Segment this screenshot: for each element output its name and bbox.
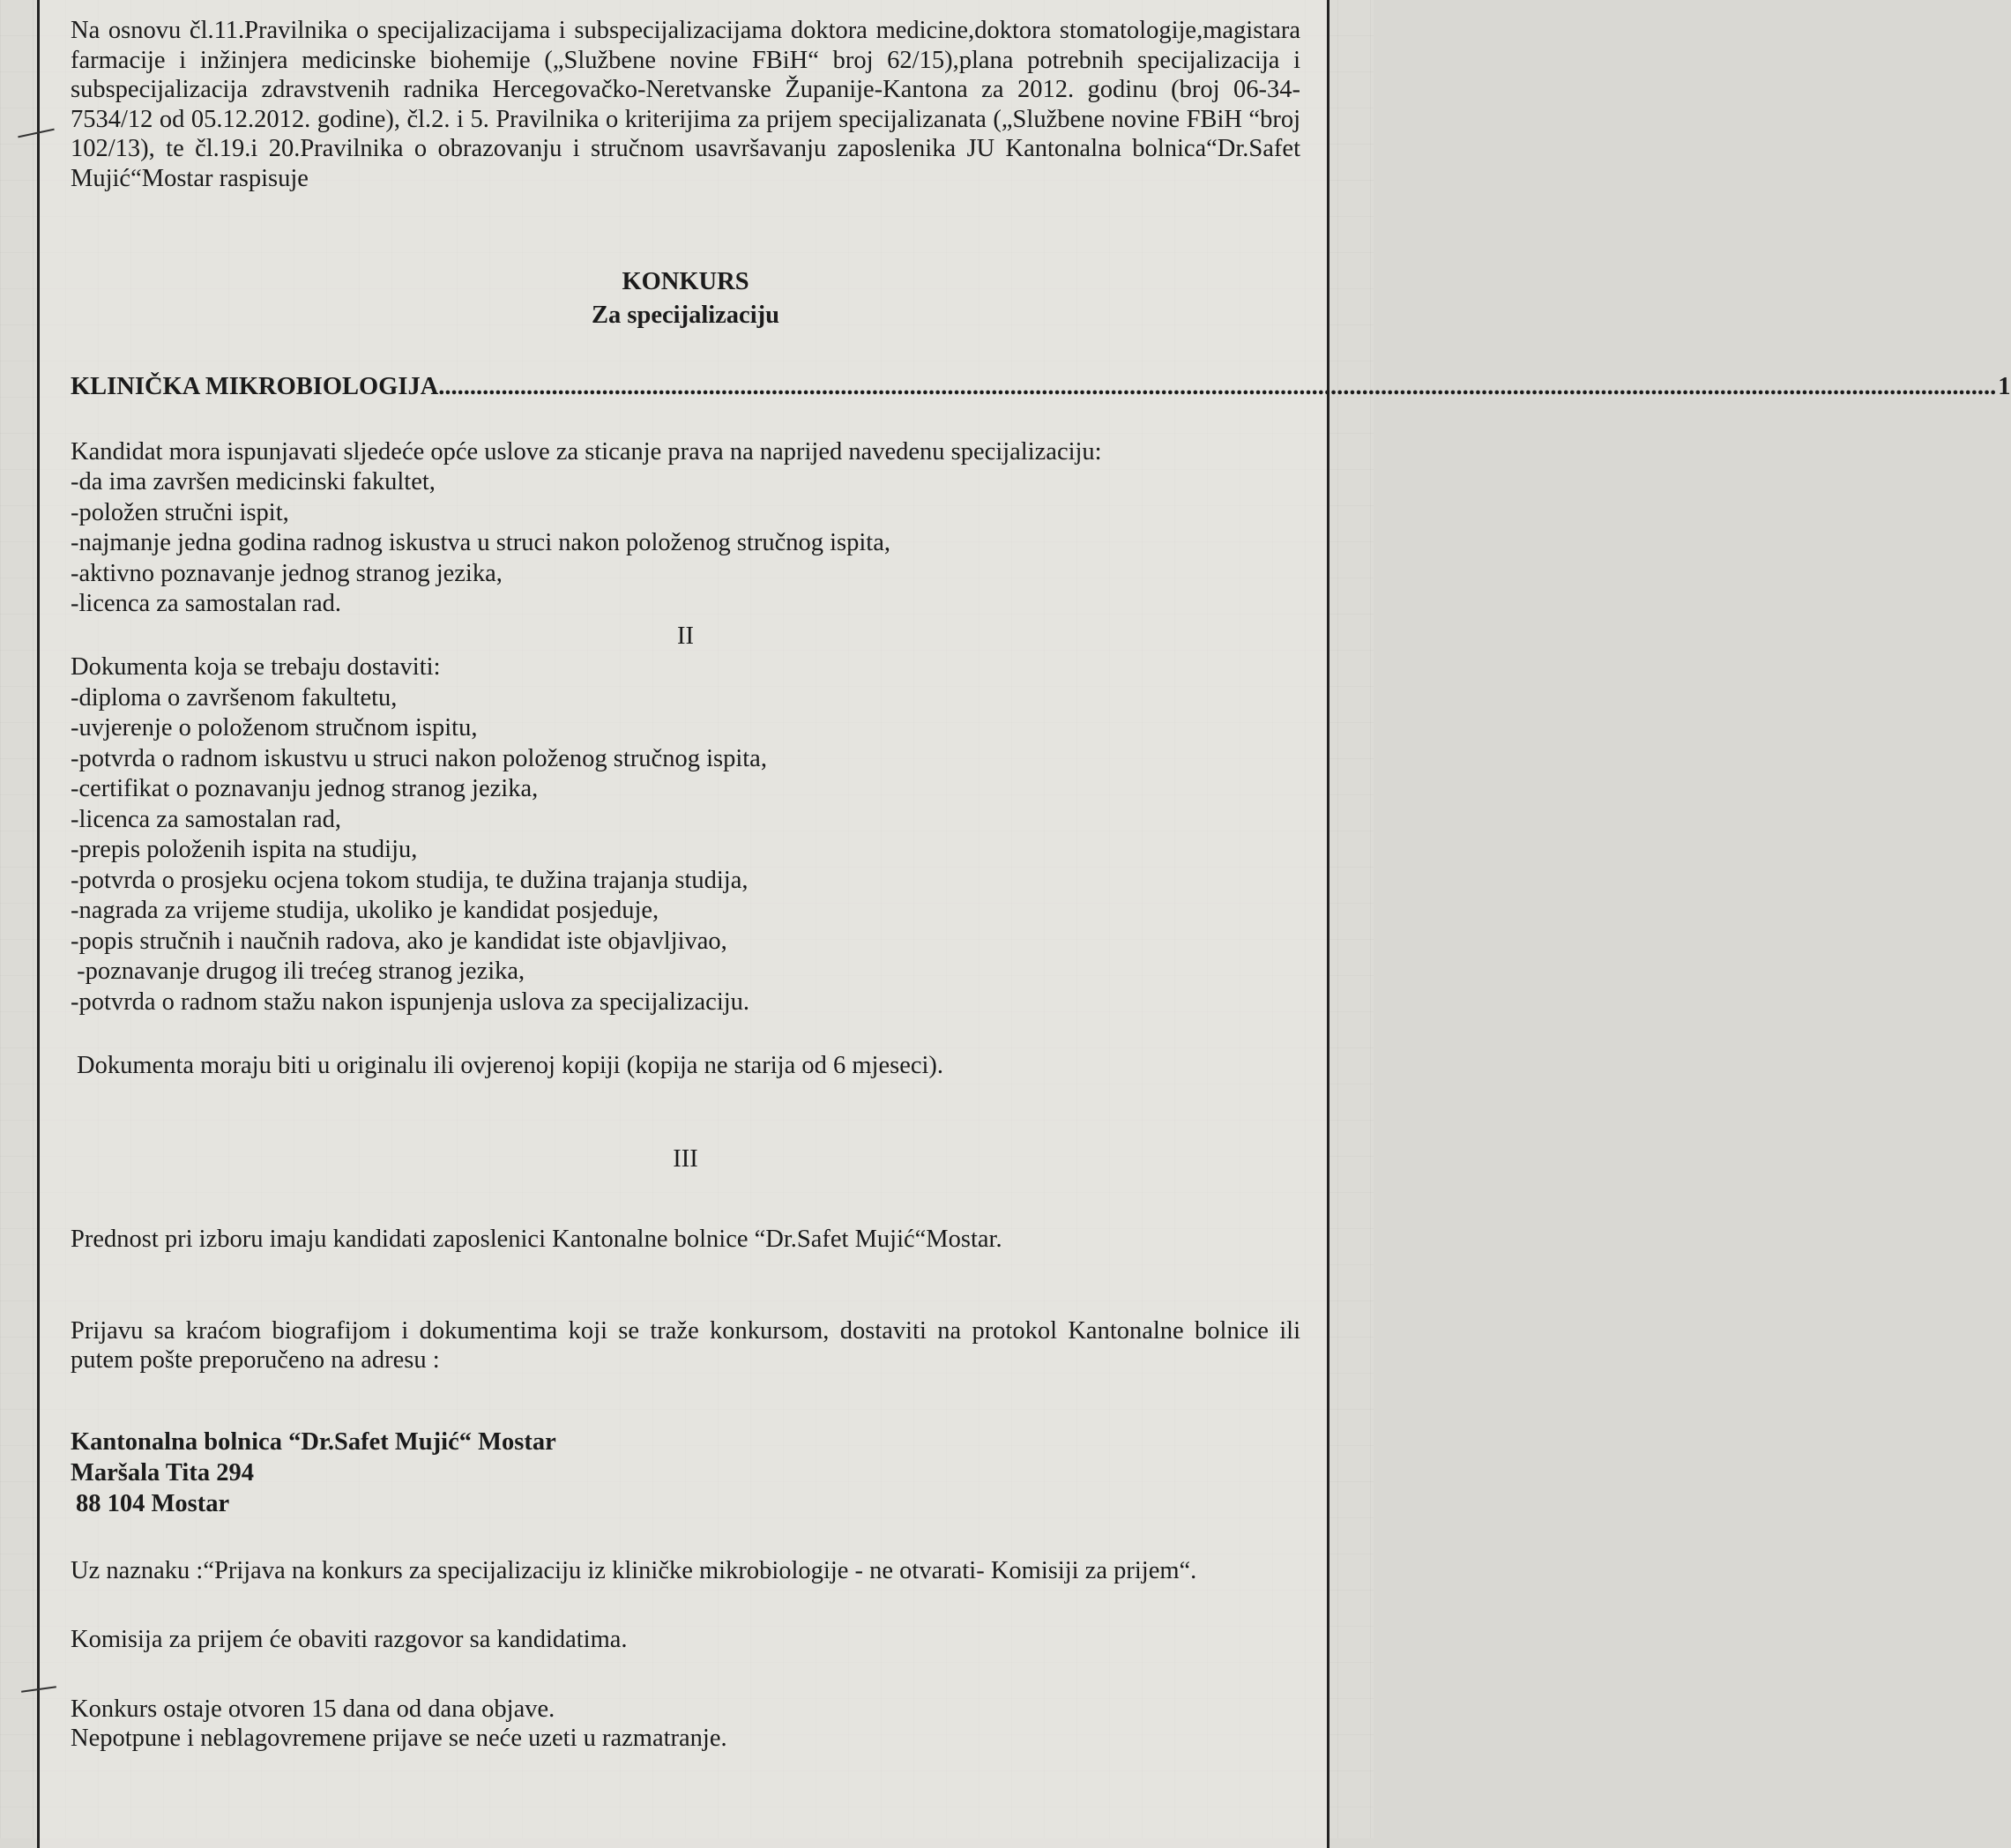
document-title: KONKURS [622, 268, 749, 295]
position-dot-leader: ........................................................................................................................................................................................................................................................ [438, 373, 1997, 400]
condition-item: -aktivno poznavanje jednog stranog jezika, [71, 559, 503, 587]
document-item: -licenca za samostalan rad, [71, 805, 342, 833]
condition-item: -da ima završen medicinski fakultet, [71, 468, 436, 496]
conditions-section [71, 437, 1300, 620]
document-item: -diploma o završenom fakultetu, [71, 683, 398, 712]
address-line-city: 88 104 Mostar [76, 1489, 230, 1517]
document-item: -potvrda o radnom stažu nakon ispunjenja uslova za specijalizaciju. [71, 987, 750, 1016]
condition-item: -licenca za samostalan rad. [71, 590, 342, 617]
condition-item: -najmanje jedna godina radnog iskustva u struci nakon položenog stručnog ispita, [71, 529, 890, 556]
document-item: -potvrda o prosjeku ocjena tokom studija, te dužina trajanja studija, [71, 866, 749, 894]
application-paragraph: Prijavu sa kraćom biografijom i dokumentima koji se traže konkursom, dostaviti na protokol Kantonalne bolnice ili putem pošte preporučeno na adresu : [71, 1316, 1300, 1374]
documents-section [71, 652, 1300, 1017]
document-item: -popis stručnih i naučnih radova, ako je kandidat iste objavljivao, [71, 927, 727, 955]
announcement-document [37, 0, 2011, 1848]
documents-note: Dokumenta moraju biti u originalu ili ovjerenoj kopiji (kopija ne starija od 6 mjeseci). [77, 1052, 944, 1079]
priority-paragraph: Prednost pri izboru imaju kandidati zaposlenici Kantonalne bolnice “Dr.Safet Mujić“Mostar. [71, 1226, 1002, 1253]
address-line-institution: Kantonalna bolnica “Dr.Safet Mujić“ Mostar [71, 1427, 556, 1456]
position-count: 1 [1998, 373, 2011, 400]
section-numeral-iii: III [673, 1144, 698, 1173]
document-item: -certifikat o poznavanju jednog stranog jezika, [71, 775, 539, 802]
document-item: -nagrada za vrijeme studija, ukoliko je kandidat posjeduje, [71, 897, 659, 924]
document-item: -poznavanje drugog ili trećeg stranog jezika, [71, 958, 525, 985]
document-item: -potvrda o radnom iskustvu u struci nakon položenog stručnog ispita, [71, 744, 767, 772]
marking-paragraph: Uz naznaku :“Prijava na konkurs za specijalizaciju iz kliničke mikrobiologije - ne otvarati- Komisiji za prijem“. [71, 1556, 1197, 1584]
documents-intro: Dokumenta koja se trebaju dostaviti: [71, 653, 441, 681]
open-period-text: Konkurs ostaje otvoren 15 dana od dana objave. [71, 1695, 555, 1723]
section-numeral-ii: II [677, 622, 694, 650]
address-block [71, 1427, 1300, 1519]
committee-paragraph: Komisija za prijem će obaviti razgovor sa kandidatima. [71, 1626, 628, 1653]
incomplete-note-text: Nepotpune i neblagovremene prijave se neće uzeti u razmatranje. [71, 1725, 727, 1752]
document-subtitle: Za specijalizaciju [592, 302, 779, 329]
condition-item: -položen stručni ispit, [71, 498, 289, 526]
position-line [71, 372, 2011, 402]
title-block [71, 265, 1300, 332]
document-item: -prepis položenih ispita na studiju, [71, 836, 418, 863]
conditions-intro: Kandidat mora ispunjavati sljedeće opće uslove za sticanje prava na naprijed navedenu specijalizaciju: [71, 437, 1102, 466]
intro-paragraph: Na osnovu čl.11.Pravilnika o specijalizacijama i subspecijalizacijama doktora medicine,doktora stomatologije,magistara farmacije i inžinjera medicinske biohemije („Službene novine FBiH“ broj 62/15),plana potrebnih specijalizacija i subspecijalizacija zdravstvenih radnika Hercegovačko-Neretvanske Županije-Kantona za 2012. godinu (broj 06-34-7534/12 od 05.12.2012. godine), čl.2. i 5. Pravilnika o kriterijima za prijem specijalizanata („Službene novine FBiH “broj 102/13), te čl.19.i 20.Pravilnika o obrazovanju i stručnom usavršavanju zaposlenika JU Kantonalna bolnica“Dr.Safet Mujić“Mostar raspisuje [71, 17, 1300, 192]
closing-section [71, 1695, 1300, 1754]
document-item: -uvjerenje o položenom stručnom ispitu, [71, 714, 478, 741]
address-line-street: Maršala Tita 294 [71, 1458, 254, 1487]
position-name: KLINIČKA MIKROBIOLOGIJA [71, 373, 439, 400]
